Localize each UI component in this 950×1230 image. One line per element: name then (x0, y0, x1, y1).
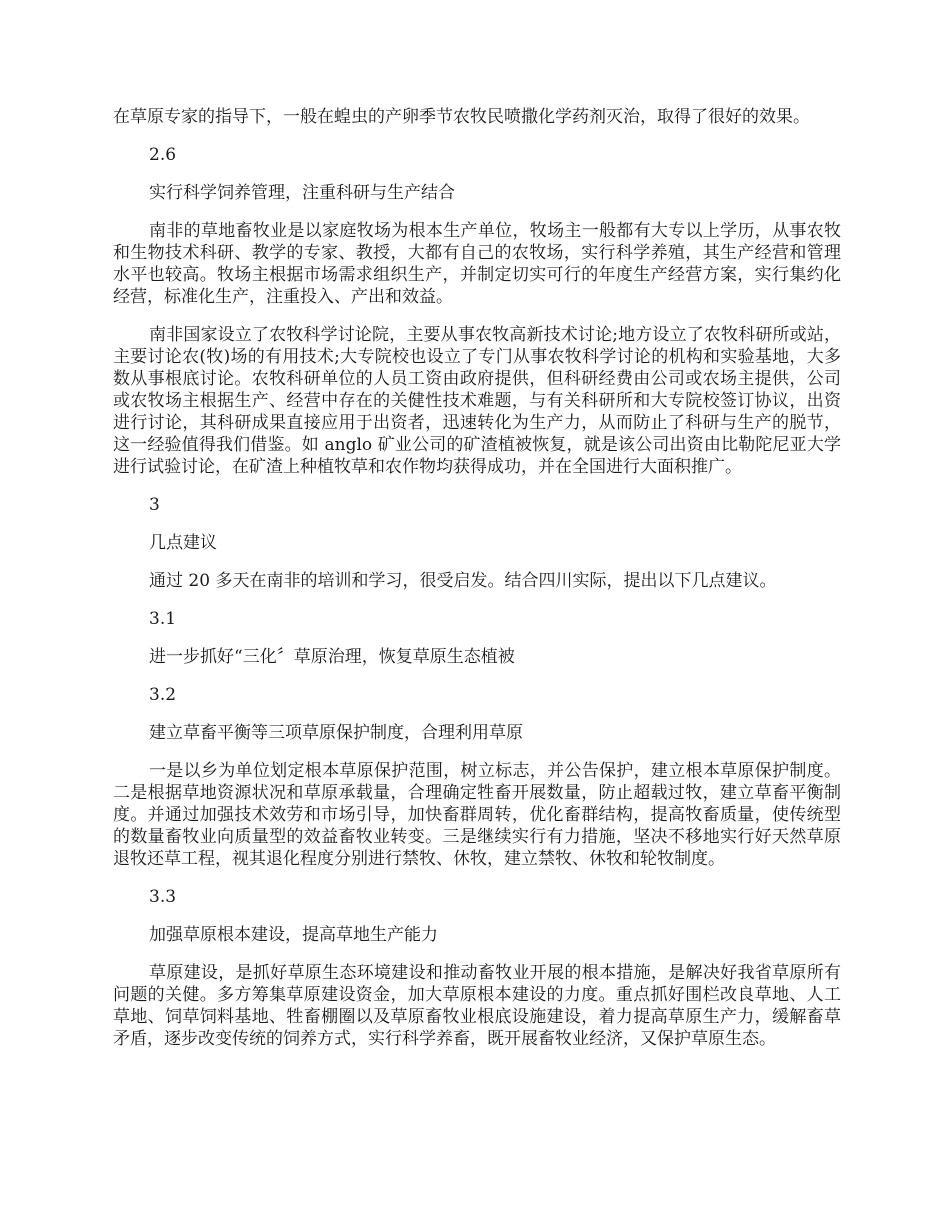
section-number-3-2: 3.2 (149, 685, 177, 705)
section-heading-2-6: 实行科学饲养管理，注重科研与生产结合 (149, 183, 455, 203)
document-page (113, 106, 841, 1066)
paragraph-grassland-construction: 草原建设，是抓好草原生态环境建设和推动畜牧业开展的根本措施，是解决好我省草原所有问题的关健。多方筹集草原建设资金，加大草原根本建设的力度。重点抓好围栏改良草地、人工草地、饲草饲料基地、牲畜棚圈以及草原畜牧业根底设施建设，着力提高草原生产力，缓解畜草矛盾，逐步改变传统的饲养方式，实行科学养畜，既开展畜牧业经济，又保护草原生态。 (113, 963, 841, 1049)
section-heading-3-2: 建立草畜平衡等三项草原保护制度，合理利用草原 (149, 723, 523, 743)
paragraph-suggestions-intro: 通过 20 多天在南非的培训和学习，很受启发。结合四川实际，提出以下几点建议。 (149, 571, 777, 591)
paragraph-research-institutes: 南非国家设立了农牧科学讨论院，主要从事农牧高新技术讨论;地方设立了农牧科研所或站，主要讨论农(牧)场的有用技术;大专院校也设立了专门从事农牧科学讨论的机构和实验基地，大多数从事根底讨论。农牧科研单位的人员工资由政府提供，但科研经费由公司或农场主提供，公司或农牧场主根据生产、经营中存在的关健性技术难题，与有关科研所和大专院校签订协议，出资进行讨论，其科研成果直接应用于出资者，迅速转化为生产力，从而防止了科研与生产的脱节，这一经验值得我们借鉴。如 anglo 矿业公司的矿渣植被恢复，就是该公司出资由比勒陀尼亚大学进行试验讨论，在矿渣上种植牧草和农作物均获得成功，并在全国进行大面积推广。 (113, 325, 841, 477)
paragraph-family-ranch: 南非的草地畜牧业是以家庭牧场为根本生产单位，牧场主一般都有大专以上学历，从事农牧和生物技术科研、教学的专家、教授，大都有自己的农牧场，实行科学养殖，其生产经营和管理水平也较高。牧场主根据市场需求组织生产，并制定切实可行的年度生产经营方案，实行集约化经营，标准化生产，注重投入、产出和效益。 (113, 221, 841, 307)
section-heading-3-1: 进一步抓好“三化〞草原治理，恢复草原生态植被 (149, 647, 515, 667)
paragraph-grassland-protection: 一是以乡为单位划定根本草原保护范围，树立标志，并公告保护，建立根本草原保护制度。二是根据草地资源状况和草原承载量，合理确定牲畜开展数量，防止超载过牧，建立草畜平衡制度。并通过加强技术效劳和市场引导，加快畜群周转，优化畜群结构，提高牧畜质量，使传统型的数量畜牧业向质量型的效益畜牧业转变。三是继续实行有力措施，坚决不移地实行好天然草原退牧还草工程，视其退化程度分别进行禁牧、休牧，建立禁牧、休牧和轮牧制度。 (113, 761, 841, 869)
section-number-2-6: 2.6 (149, 145, 177, 165)
section-number-3: 3 (149, 495, 160, 515)
section-heading-3: 几点建议 (149, 533, 217, 553)
section-heading-3-3: 加强草原根本建设，提高草地生产能力 (149, 925, 438, 945)
section-number-3-3: 3.3 (149, 887, 177, 907)
paragraph-locust-control: 在草原专家的指导下，一般在蝗虫的产卵季节农牧民喷撒化学药剂灭治，取得了很好的效果。 (113, 107, 810, 127)
section-number-3-1: 3.1 (149, 609, 177, 629)
